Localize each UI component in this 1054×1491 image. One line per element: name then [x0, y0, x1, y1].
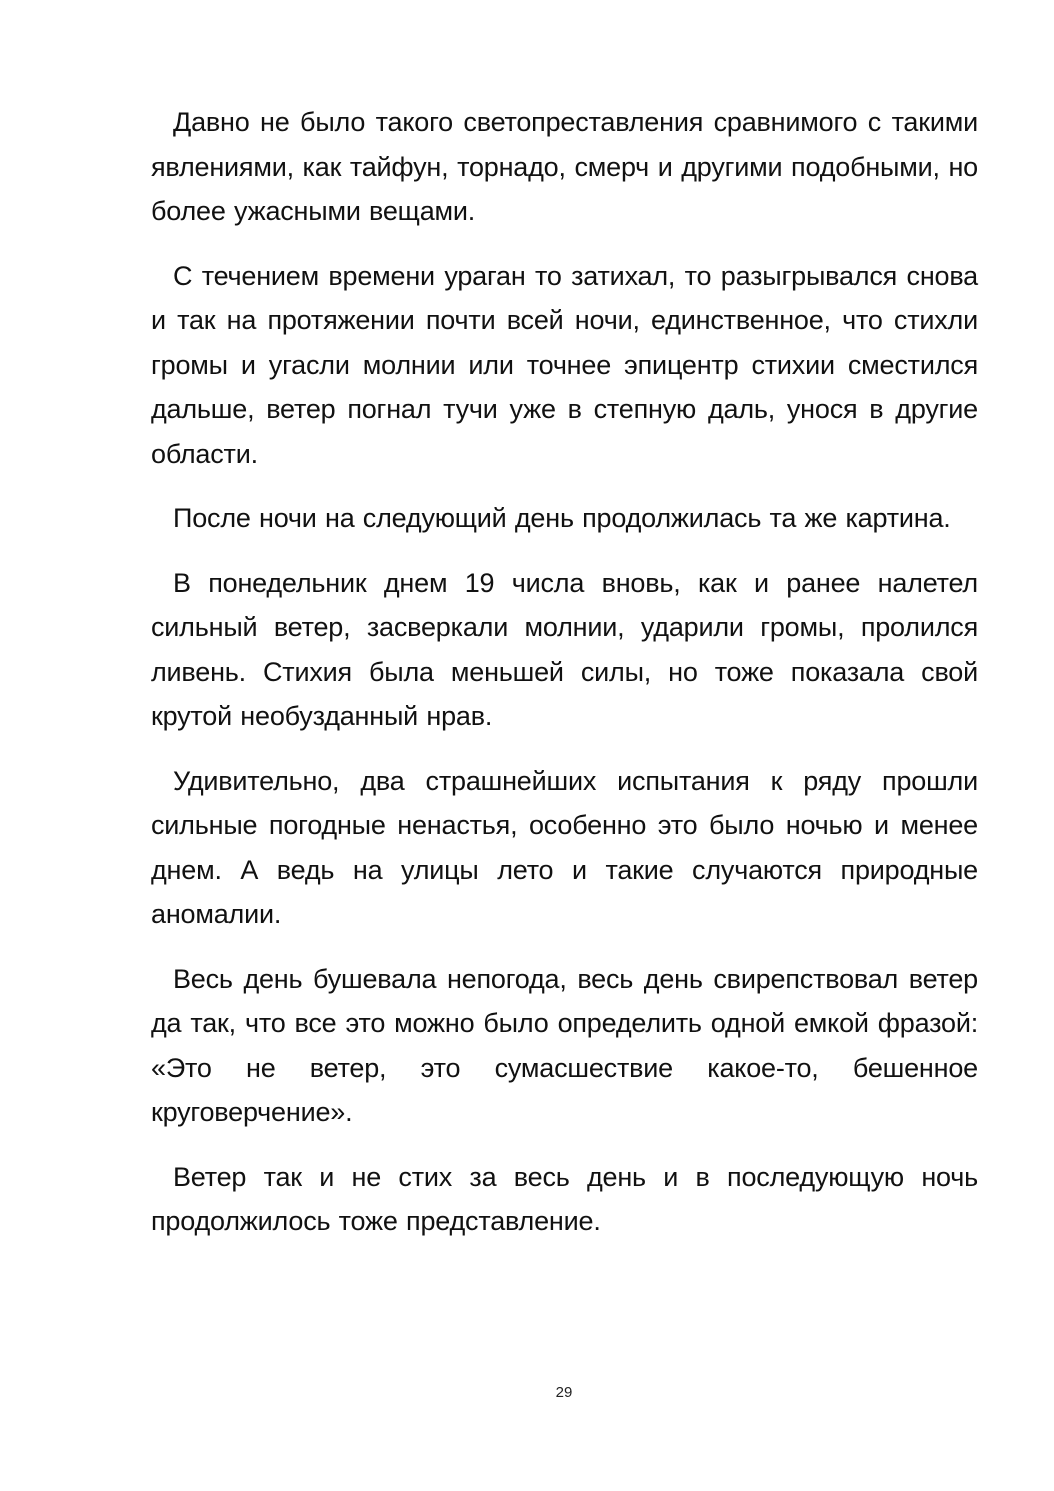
paragraph: Удивительно, два страшнейших испытания к ряду прошли сильные погодные ненастья, особенно это было ночью и менее днем. А ведь на улицы лето и такие случаются природные аномалии.	[151, 765, 978, 929]
paragraph: Давно не было такого светопреставления сравнимого с такими явлениями, как тайфун, торнадо, смерч и другими подобными, но более ужасными вещами.	[151, 107, 978, 226]
page-body	[151, 100, 978, 1264]
page-number: 29	[555, 1384, 573, 1401]
paragraph: Ветер так и не стих за весь день и в последующую ночь продолжилось тоже представление.	[151, 1161, 978, 1236]
paragraph: С течением времени ураган то затихал, то разыгрывался снова и так на протяжении почти всей ночи, единственное, что стихли громы и угасли молнии или точнее эпицентр стихии сместился дальше, ветер погнал тучи уже в степную даль, унося в другие области.	[151, 260, 978, 469]
paragraph: Весь день бушевала непогода, весь день свирепствовал ветер да так, что все это можно было определить одной емкой фразой: «Это не ветер, это сумасшествие какое-то, бешенное круговерчение».	[151, 963, 978, 1127]
paragraph: После ночи на следующий день продолжилась та же картина.	[173, 503, 951, 533]
paragraph: В понедельник днем 19 числа вновь, как и ранее налетел сильный ветер, засверкали молнии, ударили громы, пролился ливень. Стихия была меньшей силы, но тоже показала свой крутой необузданный нрав.	[151, 567, 978, 731]
